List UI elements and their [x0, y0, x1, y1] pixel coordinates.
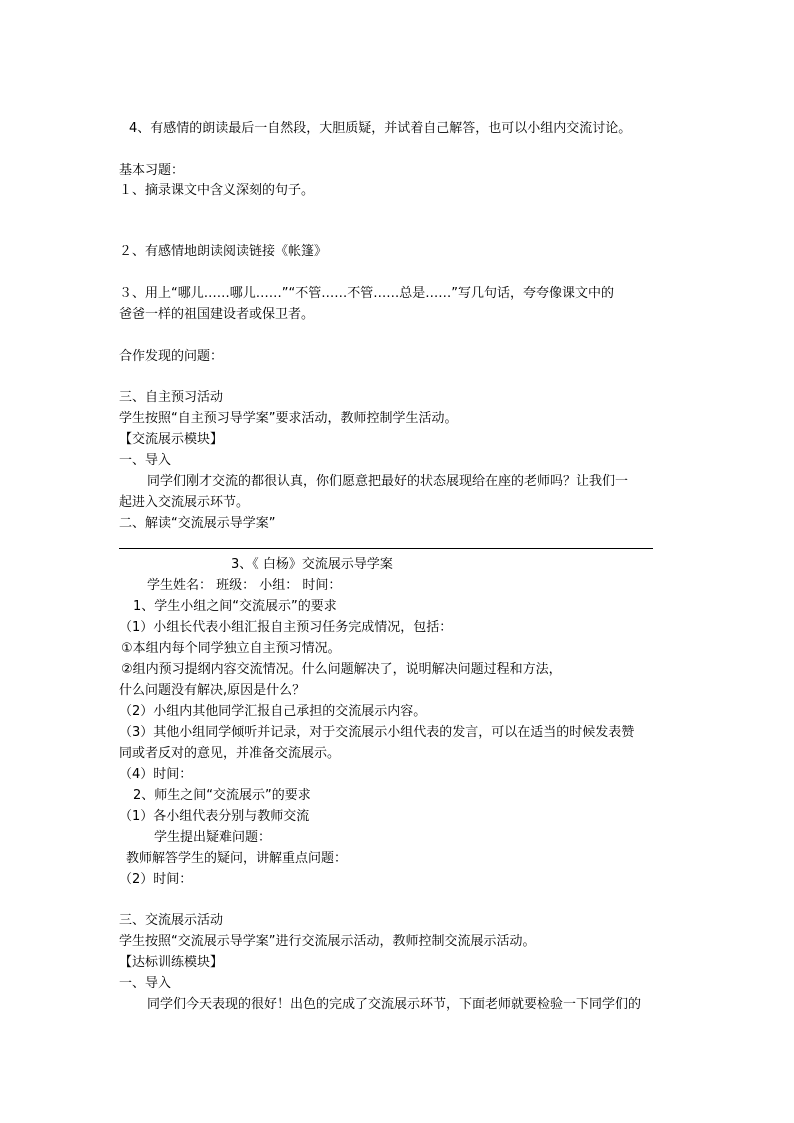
requirement-subitem: 学生提出疑难问题： — [154, 830, 272, 845]
paragraph-continuation: 起进入交流展示环节。 — [119, 495, 250, 510]
subsection-heading: 二、解读“交流展示导学案” — [119, 516, 276, 531]
paragraph: 学生按照“自主预习导学案”要求活动，教师控制学生活动。 — [119, 411, 458, 426]
requirement-subitem: 教师解答学生的疑问，讲解重点问题： — [126, 851, 348, 866]
requirement-item: （1）小组长代表小组汇报自主预习任务完成情况，包括： — [119, 620, 453, 635]
requirement-subitem-continuation: 什么问题没有解决,原因是什么？ — [119, 683, 306, 698]
requirement-subitem: ①本组内每个同学独立自主预习情况。 — [121, 641, 341, 656]
section-heading: 基本习题： — [119, 163, 185, 178]
paragraph: 学生按照“交流展示导学案”进行交流展示活动，教师控制交流展示活动。 — [119, 934, 536, 949]
module-heading: 【达标训练模块】 — [119, 955, 224, 970]
requirement-heading: 1、学生小组之间“交流展示”的要求 — [133, 599, 337, 614]
module-heading: 【交流展示模块】 — [119, 432, 224, 447]
paragraph: 同学们刚才交流的都很认真，你们愿意把最好的状态展现给在座的老师吗？让我们一 — [147, 474, 629, 489]
reading-instruction: 4、有感情的朗读最后一自然段，大胆质疑，并试着自己解答，也可以小组内交流讨论。 — [129, 121, 632, 136]
requirement-item: （3）其他小组同学倾听并记录，对于交流展示小组代表的发言，可以在适当的时候发表赞 — [119, 725, 635, 740]
student-info-fields: 学生姓名： 班级： 小组： 时间： — [147, 578, 342, 593]
exercise-item: ２、有感情地朗读阅读链接《帐篷》 — [119, 244, 328, 259]
worksheet-title: 3、《 白杨》交流展示导学案 — [231, 557, 393, 572]
requirement-item: （1）各小组代表分别与教师交流 — [119, 809, 310, 824]
section-heading: 合作发现的问题： — [119, 349, 224, 364]
subsection-heading: 一、导入 — [119, 976, 172, 991]
section-heading: 三、自主预习活动 — [119, 390, 224, 405]
requirement-heading: 2、师生之间“交流展示”的要求 — [133, 788, 311, 803]
exercise-item-continuation: 爸爸一样的祖国建设者或保卫者。 — [119, 307, 315, 322]
requirement-subitem: ②组内预习提纲内容交流情况。什么问题解决了，说明解决问题过程和方法， — [121, 662, 562, 677]
exercise-item: １、摘录课文中含义深刻的句子。 — [119, 183, 315, 198]
requirement-item: （2）时间： — [119, 872, 193, 887]
requirement-item-continuation: 同或者反对的意见，并准备交流展示。 — [119, 746, 341, 761]
horizontal-rule — [119, 548, 653, 549]
section-heading: 三、交流展示活动 — [119, 913, 224, 928]
exercise-item: ３、用上“哪儿……哪儿……”“不管……不管……总是……”写几句话，夸夸像课文中的 — [119, 286, 614, 301]
requirement-item: （2）小组内其他同学汇报自己承担的交流展示内容。 — [119, 704, 427, 719]
requirement-item: （4）时间： — [119, 767, 193, 782]
paragraph: 同学们今天表现的很好！出色的完成了交流展示环节，下面老师就要检验一下同学们的 — [147, 997, 642, 1012]
subsection-heading: 一、导入 — [119, 453, 172, 468]
